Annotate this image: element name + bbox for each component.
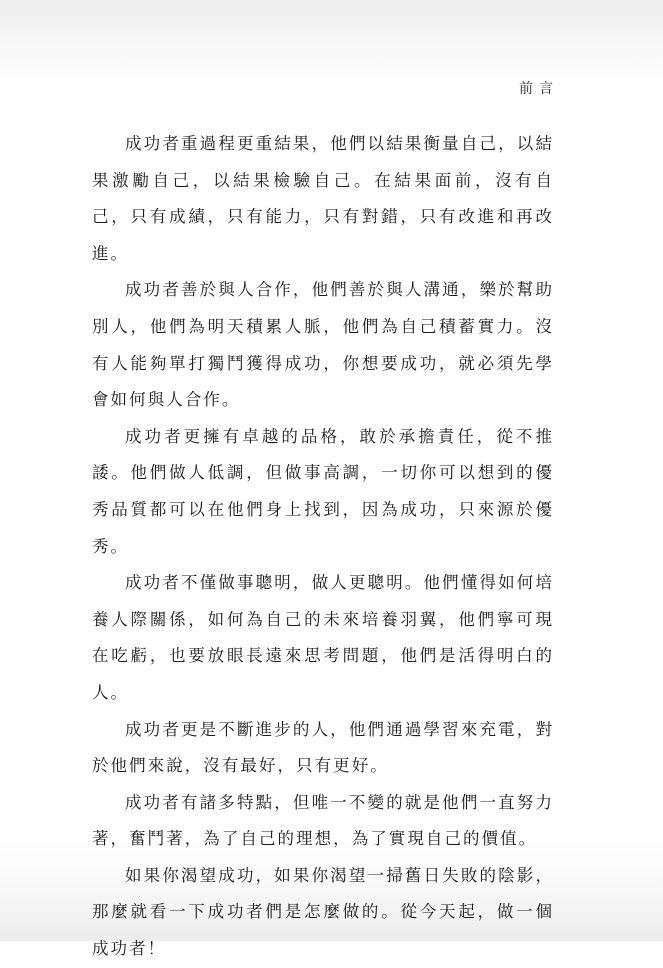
paragraph: 成功者有諸多特點，但唯一不變的就是他們一直努力著，奮鬥著，為了自己的理想，為了實現自己的價值。 [92,792,554,849]
body-text [92,126,554,968]
paragraph: 成功者善於與人合作，他們善於與人溝通，樂於幫助別人，他們為明天積累人脈，他們為自己積蓄實力。沒有人能夠單打獨鬥獲得成功，你想要成功，就必須先學會如何與人合作。 [92,280,554,410]
paragraph: 成功者不僅做事聰明，做人更聰明。他們懂得如何培養人際關係，如何為自己的未來培養羽翼，他們寧可現在吃虧，也要放眼長遠來思考問題，他們是活得明白的人。 [92,573,554,702]
paragraph: 成功者更是不斷進步的人，他們通過學習來充電，對於他們來說，沒有最好，只有更好。 [92,719,554,776]
paragraph: 如果你渴望成功，如果你渴望一掃舊日失敗的陰影，那麼就看一下成功者們是怎麼做的。從今天起，做一個成功者！ [92,865,554,959]
running-header-title: 前言 [519,81,559,97]
paragraph: 成功者重過程更重結果，他們以結果衡量自己，以結果激勵自己，以結果檢驗自己。在結果面前，沒有自己，只有成績，只有能力，只有對錯，只有改進和再改進。 [92,134,554,263]
paragraph: 成功者更擁有卓越的品格，敢於承擔責任，從不推諉。他們做人低調，但做事高調，一切你可以想到的優秀品質都可以在他們身上找到，因為成功，只來源於優秀。 [92,426,554,556]
